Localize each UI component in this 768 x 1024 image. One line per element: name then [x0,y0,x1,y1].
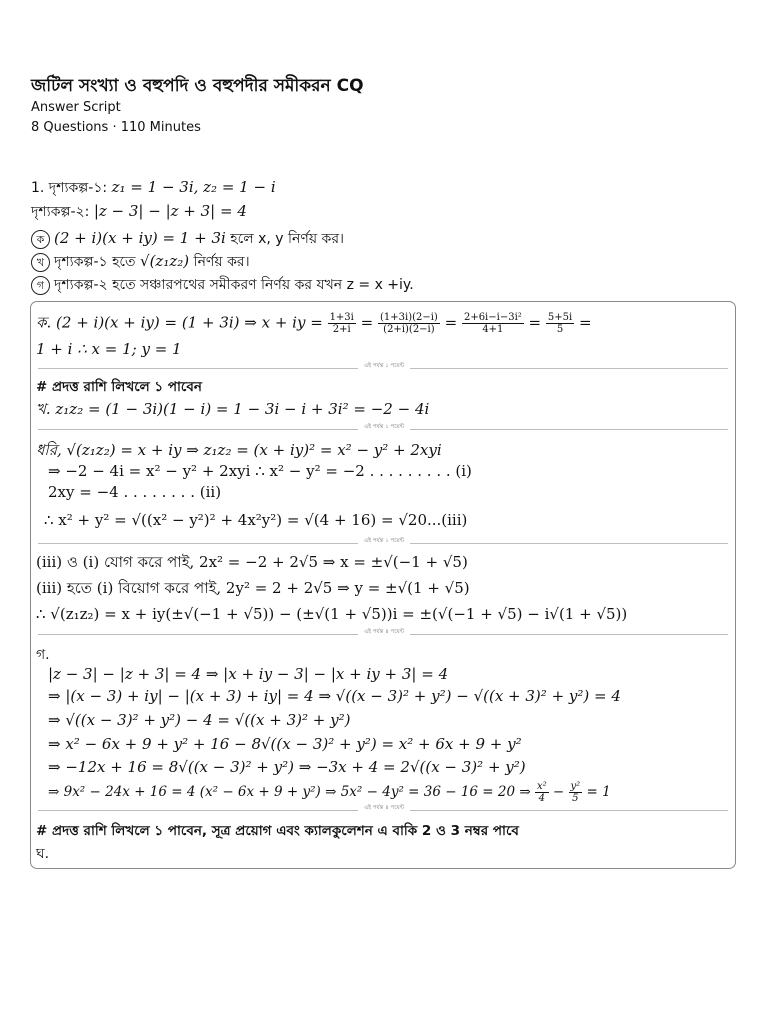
separator-label: এই পর্যন্ত ১ পয়েন্ট [363,424,405,430]
page-meta: 8 Questions · 110 Minutes [31,120,201,135]
points-separator [38,537,728,549]
separator-label: এই পর্যন্ত ১ পয়েন্ট [363,363,405,369]
scenario-1-math: z₁ = 1 − 3i, z₂ = 1 − i [111,178,276,196]
minus-sign: − [548,784,569,800]
fraction-numerator: y² [570,781,581,792]
answer-ga-line-2: ⇒ |(x − 3) + iy| − |(x + 3) + iy| = 4 ⇒ √((x − 3)² + y²) − √((x + 3)² + y²) = 4 [48,687,621,705]
fraction-denominator: 5 [572,793,579,804]
separator-label: এই পর্যন্ত ৪ পয়েন্ট [363,805,405,811]
fraction-numerator: x² [536,781,547,792]
page-title: জটিল সংখ্যা ও বহুপদি ও বহুপদীর সমীকরন CQ [31,76,364,96]
fraction-denominator: (2+i)(2−i) [383,324,435,335]
fraction-numerator: 1+3i [329,312,354,323]
fraction-numerator: (1+3i)(2−i) [379,312,438,323]
part-kha-math: √(z₁z₂) [140,252,190,270]
fraction [462,312,524,335]
scenario-1-label: 1. দৃশ্যকল্প-১: [31,180,112,196]
scenario-2-label: দৃশ্যকল্প-২: [31,204,94,220]
part-ga [31,274,414,296]
fraction [328,312,356,335]
part-kha-text-pre: দৃশ্যকল্প-১ হতে [54,254,141,270]
scenario-2-math: |z − 3| − |z + 3| = 4 [93,202,247,220]
fraction-denominator: 5 [556,324,564,335]
answer-ga-line-5: ⇒ −12x + 16 = 8√((x − 3)² + y²) ⇒ −3x + 4 = 2√((x − 3)² + y²) [48,758,526,776]
answer-kha-line-7: (iii) হতে (i) বিয়োগ করে পাই, 2y² = 2 + 2√5 ⇒ y = ±√(1 + √5) [36,579,470,597]
part-kha [31,250,250,273]
page-subtitle: Answer Script [31,100,121,115]
points-separator [38,804,728,816]
points-separator [38,423,728,435]
fraction [535,781,549,804]
separator-label: এই পর্যন্ত ৪ পয়েন্ট [363,629,405,635]
separator-label: এই পর্যন্ত ১ পয়েন্ট [363,538,405,544]
fraction [569,781,583,804]
fraction-numerator: 5+5i [547,312,573,323]
part-ga-text: দৃশ্যকল্প-২ হতে সঞ্চারপথের সমীকরণ নির্ণয় কর যখন z = x +iy. [54,277,414,293]
answer-ga-line-6 [48,781,611,804]
answer-kha-line-8: ∴ √(z₁z₂) = x + iy(±√(−1 + √5)) − (±√(1 + √5))i = ±(√(−1 + √5) − i√(1 + √5)) [36,605,628,623]
grading-note-2: # প্রদত্ত রাশি লিখলে ১ পাবেন, সূত্র প্রয়োগ এবং ক্যালকুলেশন এ বাকি 2 ও 3 নম্বর পাবে [36,823,519,839]
equals-sign: = [355,313,378,332]
answer-ka-line-2: 1 + i ∴ x = 1; y = 1 [36,340,182,358]
fraction-denominator: 2+i [332,324,351,335]
answer-kha-line-2: ধরি, √(z₁z₂) = x + iy ⇒ z₁z₂ = (x + iy)² = x² − y² + 2xyi [36,441,442,459]
fraction [378,312,440,335]
equals-sign: = [523,313,546,332]
part-ga-marker: গ [31,276,50,295]
grading-note-1: # প্রদত্ত রাশি লিখলে ১ পাবেন [36,379,202,395]
points-separator [38,362,728,374]
part-kha-text: নির্ণয় কর। [189,254,250,270]
answer-ka-line-1 [36,312,592,335]
header [31,74,364,138]
fraction-numerator: 2+6i−i−3i² [463,312,522,323]
answer-kha-line-5: ∴ x² + y² = √((x² − y²)² + 4x²y²) = √(4 + 16) = √20...(iii) [44,511,468,529]
answer-kha-line-1: খ. z₁z₂ = (1 − 3i)(1 − i) = 1 − 3i − i + 3i² = −2 − 4i [36,400,430,418]
part-kha-marker: খ [31,253,50,272]
part-ka-text: হলে x, y নির্ণয় কর। [225,231,345,247]
answer-kha-line-3: ⇒ −2 − 4i = x² − y² + 2xyi ∴ x² − y² = −2 . . . . . . . . . (i) [48,462,472,480]
answer-ka-line-1-text: ক. (2 + i)(x + iy) = (1 + 3i) ⇒ x + iy = [36,313,328,332]
equals-sign: = [574,313,592,332]
answer-kha-line-6: (iii) ও (i) যোগ করে পাই, 2x² = −2 + 2√5 ⇒ x = ±√(−1 + √5) [36,553,468,571]
answer-ga-label: গ. [36,647,50,663]
answer-ga-line-6-text: ⇒ 9x² − 24x + 16 = 4 (x² − 6x + 9 + y²) ⇒ 5x² − 4y² = 36 − 16 = 20 ⇒ [48,784,535,800]
answer-ga-line-3: ⇒ √((x − 3)² + y²) − 4 = √((x + 3)² + y²) [48,711,351,729]
part-ka-marker: ক [31,230,50,249]
points-separator [38,628,728,640]
fraction-denominator: 4+1 [482,324,504,335]
scenario-2 [31,200,247,223]
part-ka [31,227,344,250]
answer-ga-line-4: ⇒ x² − 6x + 9 + y² + 16 − 8√((x − 3)² + y²) = x² + 6x + 9 + y² [48,735,522,753]
answer-gha-label: ঘ. [36,846,50,862]
equals-sign: = [439,313,462,332]
answer-ga-line-1: |z − 3| − |z + 3| = 4 ⇒ |x + iy − 3| − |x + iy + 3| = 4 [48,665,449,683]
fraction-denominator: 4 [538,793,545,804]
answer-kha-line-4: 2xy = −4 . . . . . . . . (ii) [48,483,222,501]
fraction [546,312,574,335]
answer-ga-line-6-end: = 1 [582,784,611,800]
part-ka-math: (2 + i)(x + iy) = 1 + 3i [54,229,226,247]
scenario-1 [31,176,276,199]
